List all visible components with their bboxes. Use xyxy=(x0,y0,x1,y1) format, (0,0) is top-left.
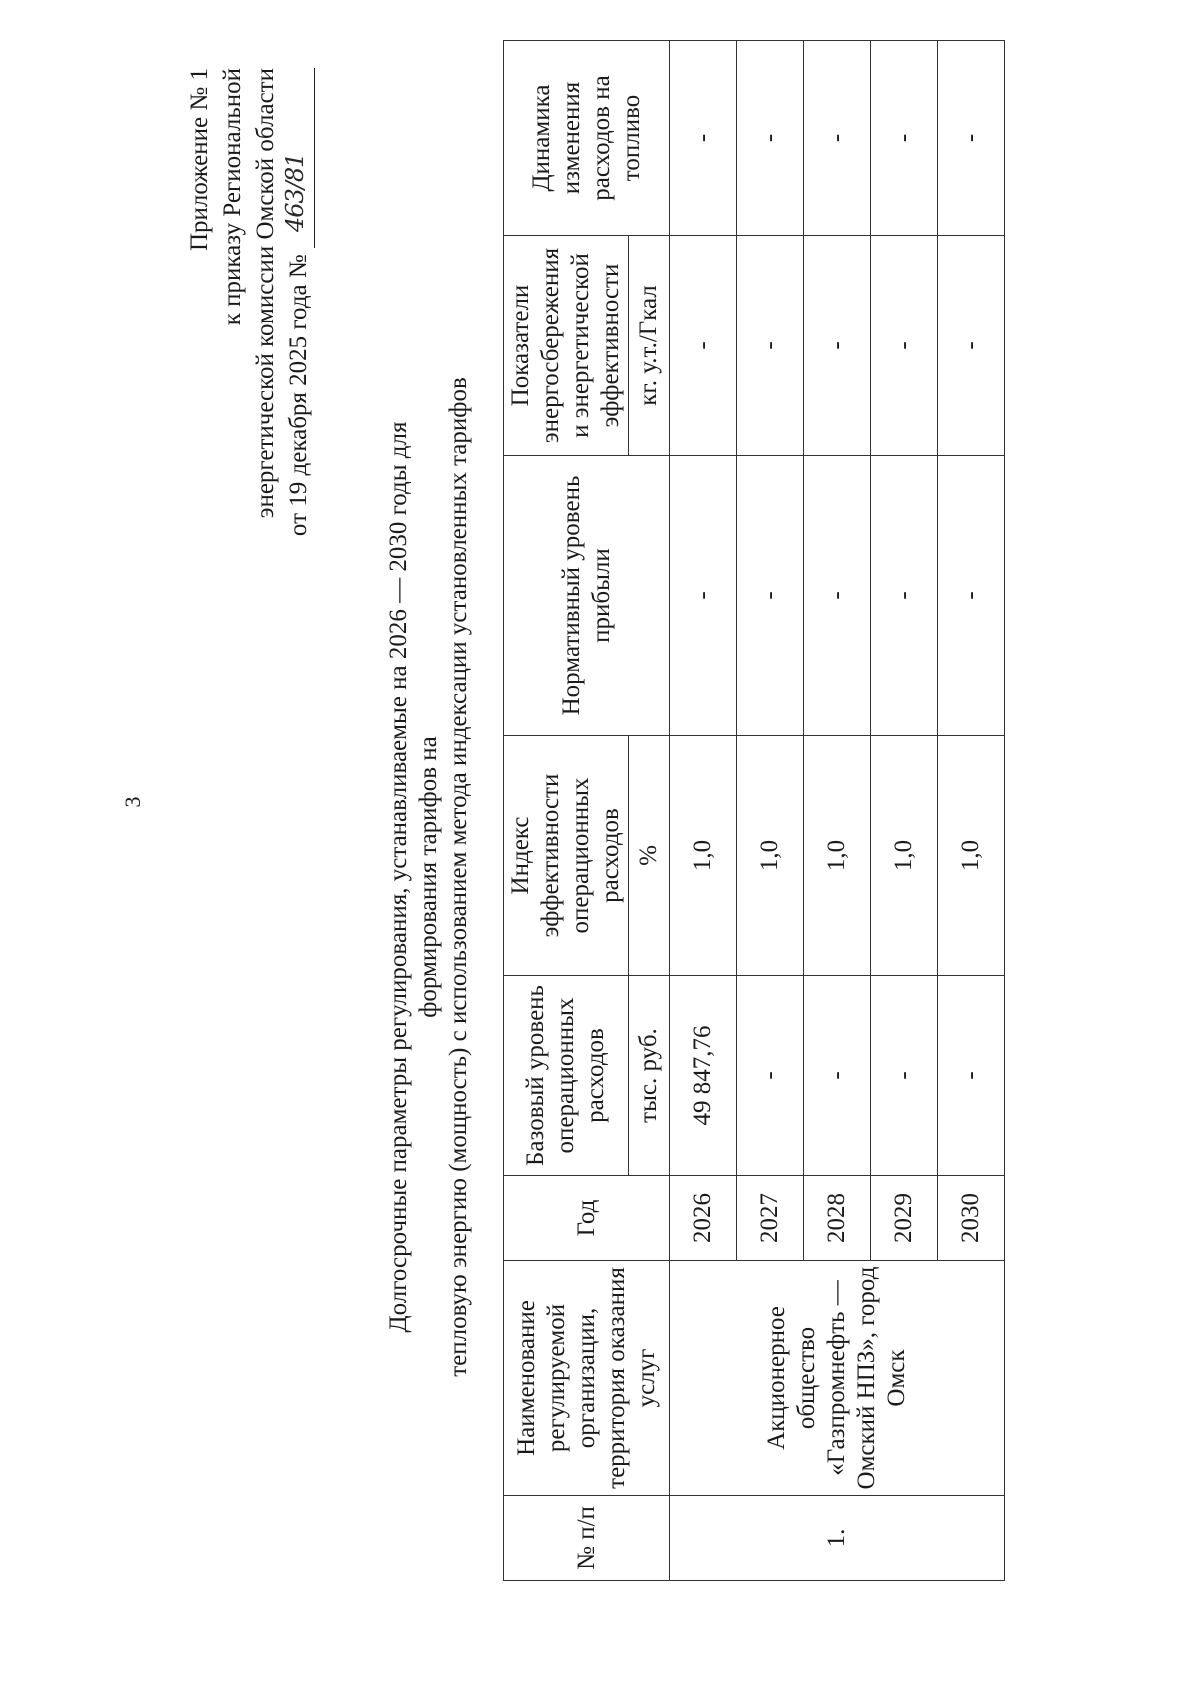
cell-year: 2027 xyxy=(737,1176,804,1261)
header-fuel-dynamics: Динамика изменения расходов на топливо xyxy=(504,41,670,236)
cell-profit-level: - xyxy=(670,456,737,736)
cell-profit-level: - xyxy=(804,456,871,736)
header-number: № п/п xyxy=(504,1496,670,1581)
cell-base-level: - xyxy=(804,976,871,1176)
cell-fuel-dynamics: - xyxy=(938,41,1005,236)
header-base-level: Базовый уровень операционных расходов xyxy=(504,976,629,1176)
org-name: Акционерное общество «Газпромнефть —Омский НПЗ», город Омск xyxy=(670,1261,1005,1496)
document-title xyxy=(384,357,474,1397)
cell-energy-saving: - xyxy=(804,236,871,456)
org-number: 1. xyxy=(670,1496,1005,1581)
cell-year: 2030 xyxy=(938,1176,1005,1261)
header-year: Год xyxy=(504,1176,670,1261)
page-number: 3 xyxy=(120,796,145,808)
cell-efficiency-index: 1,0 xyxy=(938,736,1005,976)
document-title-line-1: Долгосрочные параметры регулирования, устанавливаемые на 2026 — 2030 годы для формирования тарифов на xyxy=(385,421,442,1333)
cell-year: 2028 xyxy=(804,1176,871,1261)
regulation-parameters-table xyxy=(503,40,1005,1581)
header-organization: Наименование регулируемой организации, территория оказания услуг xyxy=(504,1261,670,1496)
appendix-date-line xyxy=(282,68,315,588)
handwritten-order-number: 463/81 xyxy=(281,153,309,232)
appendix-commission: энергетической комиссии Омской области xyxy=(252,68,279,519)
unit-energy-saving: кг. у.т./Гкал xyxy=(629,236,670,456)
appendix-date: от 19 декабря 2025 года № xyxy=(285,254,312,537)
cell-fuel-dynamics: - xyxy=(670,41,737,236)
appendix-title: Приложение № 1 xyxy=(186,68,213,252)
cell-fuel-dynamics: - xyxy=(737,41,804,236)
cell-base-level: - xyxy=(938,976,1005,1176)
appendix-order-ref: к приказу Региональной xyxy=(219,68,246,326)
cell-energy-saving: - xyxy=(871,236,938,456)
cell-base-level: - xyxy=(737,976,804,1176)
cell-energy-saving: - xyxy=(670,236,737,456)
cell-efficiency-index: 1,0 xyxy=(737,736,804,976)
header-efficiency-index: Индекс эффективности операционных расходов xyxy=(504,736,629,976)
cell-energy-saving: - xyxy=(737,236,804,456)
table-header-row xyxy=(504,41,629,1581)
header-profit-level: Нормативный уровень прибыли xyxy=(504,456,670,736)
header-energy-saving: Показатели энергосбережения и энергетической эффективности xyxy=(504,236,629,456)
table-row xyxy=(670,41,737,1581)
cell-efficiency-index: 1,0 xyxy=(804,736,871,976)
appendix-header xyxy=(183,68,315,588)
unit-base-level: тыс. руб. xyxy=(629,976,670,1176)
cell-efficiency-index: 1,0 xyxy=(871,736,938,976)
cell-fuel-dynamics: - xyxy=(804,41,871,236)
cell-efficiency-index: 1,0 xyxy=(670,736,737,976)
cell-base-level: 49 847,76 xyxy=(670,976,737,1176)
cell-profit-level: - xyxy=(737,456,804,736)
cell-energy-saving: - xyxy=(938,236,1005,456)
cell-fuel-dynamics: - xyxy=(871,41,938,236)
cell-year: 2029 xyxy=(871,1176,938,1261)
unit-efficiency-index: % xyxy=(629,736,670,976)
cell-base-level: - xyxy=(871,976,938,1176)
order-number-field xyxy=(281,68,315,248)
document-title-line-2: тепловую энергию (мощность) с использованием метода индексации установленных тарифов xyxy=(445,377,472,1377)
cell-profit-level: - xyxy=(938,456,1005,736)
cell-profit-level: - xyxy=(871,456,938,736)
cell-year: 2026 xyxy=(670,1176,737,1261)
